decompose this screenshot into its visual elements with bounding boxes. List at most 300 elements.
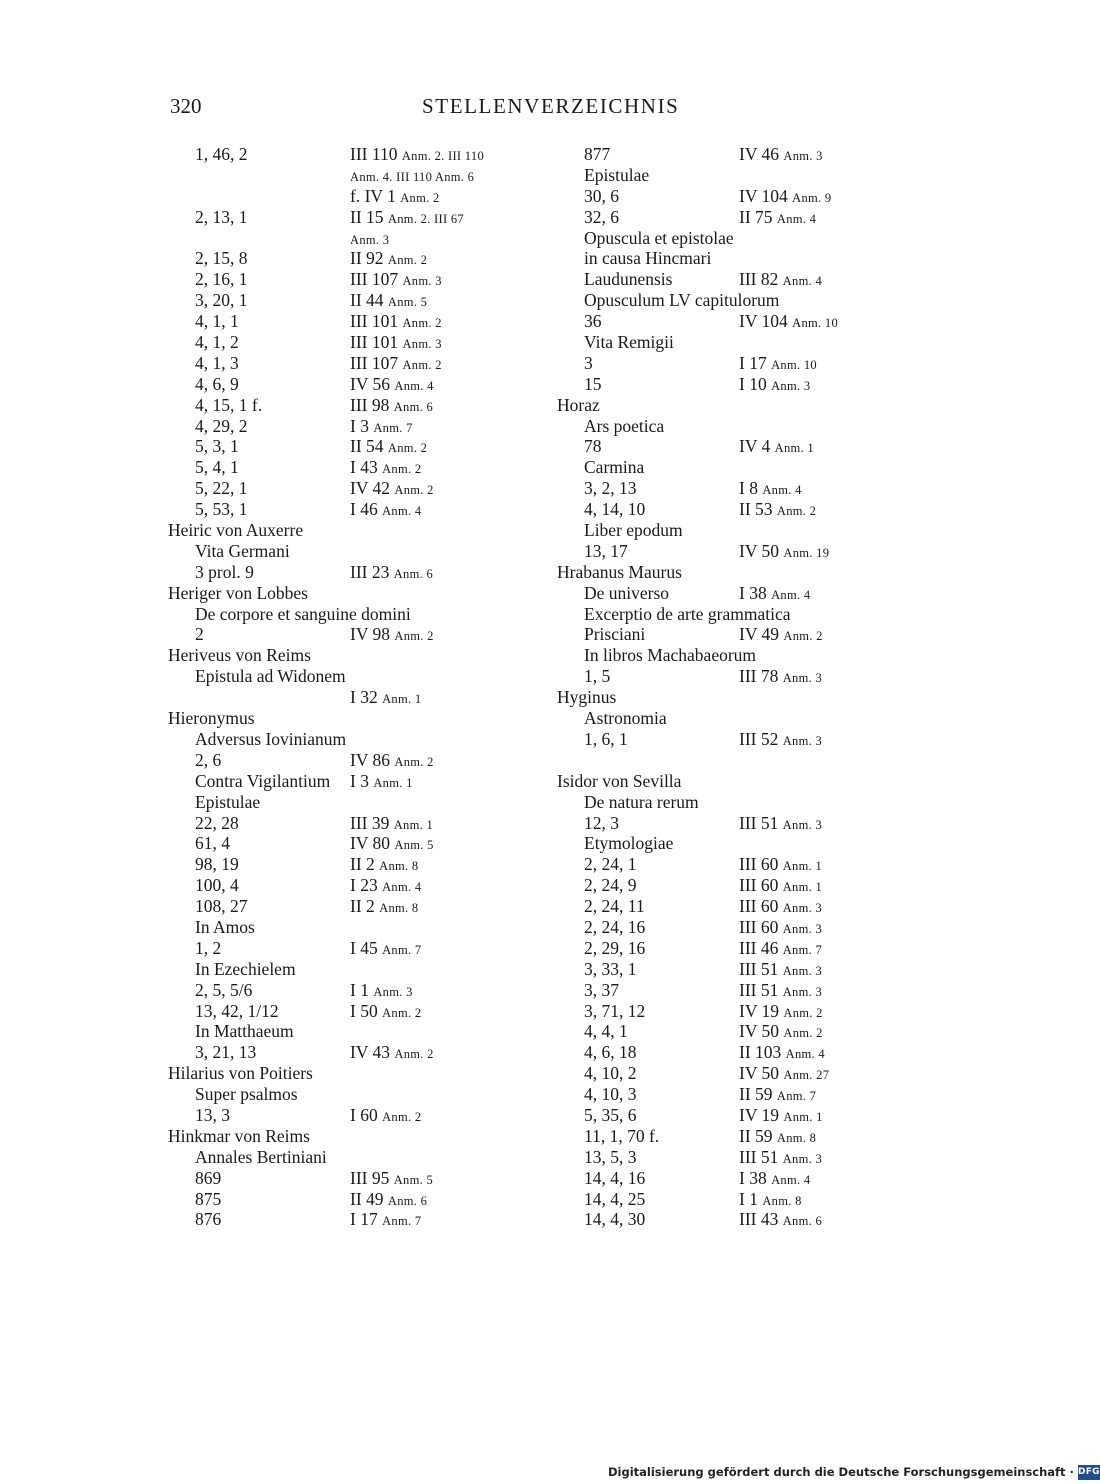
index-entry-line xyxy=(168,332,508,353)
reference-note: Anm. 4 xyxy=(771,587,811,602)
entry-reference xyxy=(350,1042,434,1065)
entry-locator: 2, 29, 16 xyxy=(584,937,646,958)
reference-note: Anm. 2 xyxy=(776,504,817,519)
index-entry-line xyxy=(168,1042,508,1063)
entry-locator: 4, 4, 1 xyxy=(584,1021,628,1042)
reference-volume-page: I 23 xyxy=(350,875,378,896)
reference-volume-page: I 17 xyxy=(350,1209,378,1230)
index-entry-line xyxy=(557,1126,897,1147)
entry-reference xyxy=(739,1063,829,1086)
entry-locator: 1, 46, 2 xyxy=(195,144,248,164)
reference-note: Anm. 2 xyxy=(783,629,823,644)
index-entry-heading xyxy=(168,520,508,541)
reference-volume-page: III 60 xyxy=(739,896,779,917)
index-column-left xyxy=(168,144,508,1230)
index-entry-line xyxy=(168,457,508,478)
index-entry-line xyxy=(168,1168,508,1189)
index-entry-line xyxy=(557,1189,897,1210)
index-entry-line xyxy=(557,374,897,395)
reference-volume-page: II 49 xyxy=(350,1188,384,1209)
reference-volume-page: I 38 xyxy=(739,1167,767,1188)
entry-locator: 3 xyxy=(584,352,593,373)
reference-note: Anm. 3 xyxy=(782,921,823,936)
entry-locator: Contra Vigilantium xyxy=(195,770,331,791)
index-entry-line xyxy=(557,332,897,353)
reference-note: Anm. 5 xyxy=(393,1172,434,1187)
reference-volume-page: IV 46 xyxy=(739,144,780,164)
running-head: STELLENVERZEICHNIS xyxy=(422,94,680,118)
reference-volume-page: II 44 xyxy=(350,290,384,311)
reference-note: Anm. 6 xyxy=(393,566,434,581)
reference-note: Anm. 19 xyxy=(783,545,830,560)
reference-note: Anm. 2 xyxy=(394,483,434,498)
entry-reference xyxy=(350,833,434,856)
index-entry-line xyxy=(557,311,897,332)
entry-locator: 876 xyxy=(195,1209,222,1230)
entry-locator: Etymologiae xyxy=(584,833,674,854)
entry-reference xyxy=(739,1105,823,1128)
entry-reference xyxy=(739,436,814,459)
reference-volume-page: IV 98 xyxy=(350,624,391,645)
reference-volume-page: II 92 xyxy=(350,248,384,269)
entry-reference xyxy=(350,1189,427,1212)
reference-note: Anm. 9 xyxy=(792,190,832,205)
index-entry-line xyxy=(168,562,508,583)
index-entry-line xyxy=(557,248,897,269)
entry-locator: 2, 24, 1 xyxy=(584,854,637,875)
entry-reference xyxy=(350,457,421,480)
reference-volume-page: III 23 xyxy=(350,561,390,582)
index-entry-line xyxy=(557,144,897,165)
reference-note: Anm. 7 xyxy=(382,1214,422,1229)
index-entry-heading xyxy=(168,1063,508,1084)
reference-volume-page: IV 50 xyxy=(739,1063,780,1084)
entry-reference xyxy=(350,687,421,710)
index-entry-heading xyxy=(168,708,508,729)
reference-volume-page: I 8 xyxy=(739,478,758,499)
entry-reference xyxy=(350,854,418,877)
index-entry-line xyxy=(557,854,897,875)
entry-reference xyxy=(739,499,816,522)
entry-locator: Heriger von Lobbes xyxy=(168,582,308,603)
entry-locator: 32, 6 xyxy=(584,206,619,227)
entry-reference xyxy=(739,1126,816,1149)
reference-note: Anm. 2. III 67 xyxy=(387,211,464,226)
index-entry-line xyxy=(557,165,897,186)
entry-locator: Liber epodum xyxy=(584,520,683,541)
index-entry-line xyxy=(557,875,897,896)
entry-reference xyxy=(350,332,442,355)
entry-reference xyxy=(739,1168,810,1191)
reference-note: Anm. 3 xyxy=(373,984,413,999)
index-entry-line xyxy=(168,416,508,437)
reference-volume-page: I 43 xyxy=(350,457,378,478)
index-entry-line xyxy=(168,290,508,311)
reference-note: Anm. 4 xyxy=(382,880,422,895)
entry-locator: 4, 29, 2 xyxy=(195,415,248,436)
entry-locator: Adversus Iovinianum xyxy=(195,728,347,749)
reference-volume-page: III 107 xyxy=(350,269,399,290)
index-entry-line xyxy=(168,186,508,207)
entry-locator: 3, 20, 1 xyxy=(195,290,248,311)
entry-reference xyxy=(350,813,433,836)
entry-locator: 1, 6, 1 xyxy=(584,728,628,749)
reference-volume-page: IV 4 xyxy=(739,436,771,457)
entry-reference xyxy=(350,1209,421,1232)
index-entry-line xyxy=(557,980,897,1001)
entry-reference xyxy=(739,1189,802,1212)
entry-reference xyxy=(350,750,434,773)
reference-volume-page: IV 80 xyxy=(350,833,391,854)
reference-volume-page: II 75 xyxy=(739,206,773,227)
entry-reference xyxy=(350,144,484,167)
reference-note: Anm. 2 xyxy=(382,1005,422,1020)
entry-locator: 36 xyxy=(584,311,602,332)
reference-note: Anm. 1 xyxy=(774,441,814,456)
reference-volume-page: I 60 xyxy=(350,1104,378,1125)
reference-note: Anm. 3 xyxy=(782,817,823,832)
entry-reference xyxy=(350,374,434,397)
entry-locator: Heiric von Auxerre xyxy=(168,520,304,541)
entry-locator: De universo xyxy=(584,582,670,603)
reference-volume-page: III 60 xyxy=(739,875,779,896)
entry-reference xyxy=(350,436,427,459)
digitization-credit xyxy=(608,1461,1100,1483)
credit-text: Digitalisierung gefördert durch die Deutsche Forschungsgemeinschaft · xyxy=(608,1465,1074,1479)
index-entry-line xyxy=(168,980,508,1001)
entry-reference xyxy=(350,353,442,376)
reference-note: Anm. 8 xyxy=(379,859,419,874)
entry-locator: 4, 1, 3 xyxy=(195,352,239,373)
index-entry-line xyxy=(168,1105,508,1126)
reference-note: Anm. 27 xyxy=(783,1068,830,1083)
reference-volume-page: III 51 xyxy=(739,812,779,833)
index-entry-line xyxy=(168,228,508,249)
index-entry-line xyxy=(557,624,897,645)
reference-note: Anm. 10 xyxy=(771,357,817,372)
entry-locator: 1, 2 xyxy=(195,937,222,958)
index-entry-line xyxy=(557,436,897,457)
reference-volume-page: IV 50 xyxy=(739,540,780,561)
reference-note: Anm. 1 xyxy=(783,1109,823,1124)
reference-volume-page: I 38 xyxy=(739,582,767,603)
reference-volume-page: IV 56 xyxy=(350,373,391,394)
entry-locator: 5, 53, 1 xyxy=(195,499,248,520)
index-entry-line xyxy=(168,854,508,875)
entry-locator: 2, 16, 1 xyxy=(195,269,248,290)
entry-reference xyxy=(739,269,822,292)
reference-note: Anm. 4 xyxy=(785,1047,825,1062)
entry-locator: Hinkmar von Reims xyxy=(168,1125,310,1146)
reference-volume-page: III 51 xyxy=(739,1146,779,1167)
entry-locator: 877 xyxy=(584,144,611,164)
entry-locator: 13, 17 xyxy=(584,540,628,561)
entry-reference xyxy=(350,875,421,898)
reference-volume-page: IV 104 xyxy=(739,311,788,332)
reference-note: Anm. 6 xyxy=(387,1193,428,1208)
entry-locator: De corpore et sanguine domini xyxy=(195,603,411,624)
reference-volume-page: III 101 xyxy=(350,332,399,353)
index-column-right xyxy=(557,144,897,1230)
entry-locator: In libros Machabaeorum xyxy=(584,645,757,666)
index-entry-line xyxy=(168,1001,508,1022)
index-entry-line xyxy=(557,1105,897,1126)
index-entry-line xyxy=(168,666,508,687)
reference-volume-page: IV 50 xyxy=(739,1021,780,1042)
entry-locator: Hilarius von Poitiers xyxy=(168,1063,313,1084)
index-entry-line xyxy=(557,1001,897,1022)
index-entry-line xyxy=(557,1063,897,1084)
entry-locator: 61, 4 xyxy=(195,833,230,854)
entry-locator: In Matthaeum xyxy=(195,1021,294,1042)
entry-locator: 869 xyxy=(195,1167,222,1188)
index-entry-heading xyxy=(557,687,897,708)
entry-reference xyxy=(350,624,434,647)
entry-locator: 4, 1, 2 xyxy=(195,332,239,353)
index-entry-line xyxy=(168,144,508,165)
reference-volume-page: II 53 xyxy=(739,499,773,520)
entry-locator: Isidor von Sevilla xyxy=(557,770,682,791)
entry-locator: Epistulae xyxy=(584,164,650,185)
entry-reference xyxy=(350,562,433,585)
index-entry-line xyxy=(168,833,508,854)
reference-volume-page: I 46 xyxy=(350,499,378,520)
reference-volume-page: II 54 xyxy=(350,436,384,457)
reference-note: Anm. 2 xyxy=(394,754,434,769)
index-entry-line xyxy=(557,1209,897,1230)
index-entry-line xyxy=(557,1084,897,1105)
entry-reference xyxy=(739,1021,823,1044)
entry-locator: 2, 24, 16 xyxy=(584,916,646,937)
entry-locator: Annales Bertiniani xyxy=(195,1146,327,1167)
entry-locator: 2, 5, 5/6 xyxy=(195,979,253,1000)
reference-note: Anm. 3 xyxy=(782,963,823,978)
reference-volume-page: I 32 xyxy=(350,687,378,708)
entry-locator: 2, 15, 8 xyxy=(195,248,248,269)
reference-note: Anm. 8 xyxy=(776,1130,817,1145)
index-entry-line xyxy=(557,1021,897,1042)
entry-locator: 4, 6, 18 xyxy=(584,1042,637,1063)
reference-note: Anm. 4 xyxy=(394,378,434,393)
entry-reference xyxy=(350,896,418,919)
reference-note: Anm. 3 xyxy=(782,901,823,916)
reference-volume-page: III 39 xyxy=(350,812,390,833)
entry-locator: 4, 1, 1 xyxy=(195,311,239,332)
entry-locator: 22, 28 xyxy=(195,812,239,833)
index-entry-line xyxy=(557,750,897,771)
reference-note: Anm. 1 xyxy=(382,692,422,707)
reference-note: Anm. 1 xyxy=(393,817,434,832)
reference-note: Anm. 3 xyxy=(402,337,442,352)
entry-locator: 2, 24, 11 xyxy=(584,896,645,917)
entry-reference xyxy=(739,938,822,961)
entry-reference xyxy=(739,583,810,606)
reference-note: Anm. 5 xyxy=(394,838,434,853)
entry-locator: 15 xyxy=(584,373,602,394)
index-entry-heading xyxy=(168,645,508,666)
index-entry-heading xyxy=(557,771,897,792)
entry-locator: Vita Germani xyxy=(195,540,290,561)
index-entry-line xyxy=(557,938,897,959)
entry-locator: 100, 4 xyxy=(195,875,239,896)
entry-locator: Hieronymus xyxy=(168,708,255,729)
reference-volume-page: II 59 xyxy=(739,1084,773,1105)
entry-locator: Super psalmos xyxy=(195,1084,298,1105)
index-entry-line xyxy=(168,1189,508,1210)
entry-locator: 4, 14, 10 xyxy=(584,499,646,520)
entry-locator: 4, 10, 3 xyxy=(584,1084,637,1105)
reference-volume-page: I 10 xyxy=(739,373,767,394)
index-entry-heading xyxy=(557,562,897,583)
index-entry-line xyxy=(168,875,508,896)
index-entry-line xyxy=(168,1147,508,1168)
entry-reference xyxy=(739,1084,816,1107)
entry-reference xyxy=(739,311,838,334)
reference-note: Anm. 8 xyxy=(762,1193,802,1208)
reference-note: Anm. 4 xyxy=(776,211,817,226)
reference-volume-page: I 50 xyxy=(350,1000,378,1021)
entry-locator: 11, 1, 70 f. xyxy=(584,1125,660,1146)
entry-reference xyxy=(739,353,817,376)
entry-reference xyxy=(739,144,823,167)
reference-note: Anm. 2 xyxy=(387,253,428,268)
index-entry-line xyxy=(557,541,897,562)
index-entry-line xyxy=(168,917,508,938)
reference-note: Anm. 2 xyxy=(382,462,422,477)
entry-locator: 14, 4, 16 xyxy=(584,1167,646,1188)
entry-locator: Epistula ad Widonem xyxy=(195,666,346,687)
entry-reference xyxy=(350,499,421,522)
index-entry-line xyxy=(557,792,897,813)
entry-locator: 5, 22, 1 xyxy=(195,478,248,499)
entry-reference xyxy=(350,980,413,1003)
entry-reference xyxy=(739,980,822,1003)
dfg-logo: DFG xyxy=(1078,1465,1100,1480)
index-entry-line xyxy=(168,374,508,395)
entry-reference xyxy=(739,959,822,982)
entry-reference xyxy=(350,938,421,961)
index-entry-line xyxy=(557,604,897,625)
index-entry-line xyxy=(168,311,508,332)
entry-locator: 14, 4, 30 xyxy=(584,1209,646,1230)
entry-locator: 3, 2, 13 xyxy=(584,478,637,499)
index-entry-line xyxy=(168,207,508,228)
reference-volume-page: I 1 xyxy=(350,979,369,1000)
entry-reference xyxy=(350,1105,421,1128)
entry-reference xyxy=(350,478,434,501)
reference-volume-page: III 78 xyxy=(739,666,779,687)
entry-reference xyxy=(739,666,822,689)
index-entry-line xyxy=(557,917,897,938)
reference-note: Anm. 2 xyxy=(382,1109,422,1124)
index-entry-line xyxy=(168,792,508,813)
index-entry-line xyxy=(557,833,897,854)
entry-reference xyxy=(350,228,389,251)
reference-volume-page: I 3 xyxy=(350,770,369,791)
entry-reference xyxy=(739,624,823,647)
index-entry-line xyxy=(557,1168,897,1189)
entry-locator: 13, 5, 3 xyxy=(584,1146,637,1167)
entry-reference xyxy=(739,186,831,209)
entry-locator: 5, 35, 6 xyxy=(584,1104,637,1125)
reference-volume-page: I 1 xyxy=(739,1188,758,1209)
entry-reference xyxy=(350,165,474,188)
entry-reference xyxy=(739,1001,823,1024)
reference-note: Anm. 3 xyxy=(782,984,823,999)
reference-volume-page: III 51 xyxy=(739,958,779,979)
reference-volume-page: III 43 xyxy=(739,1209,779,1230)
index-entry-line xyxy=(168,750,508,771)
reference-note: Anm. 6 xyxy=(393,399,434,414)
entry-locator: Ars poetica xyxy=(584,415,665,436)
reference-volume-page: II 59 xyxy=(739,1125,773,1146)
index-entry-line xyxy=(557,666,897,687)
entry-locator: Astronomia xyxy=(584,708,667,729)
entry-locator: Heriveus von Reims xyxy=(168,645,311,666)
entry-reference xyxy=(739,1147,822,1170)
entry-locator: Horaz xyxy=(557,394,600,415)
entry-locator: 13, 42, 1/12 xyxy=(195,1000,279,1021)
entry-locator: Prisciani xyxy=(584,624,646,645)
index-entry-line xyxy=(557,583,897,604)
reference-volume-page: IV 49 xyxy=(739,624,780,645)
entry-locator: 98, 19 xyxy=(195,854,239,875)
entry-reference xyxy=(350,269,442,292)
entry-locator: 3, 37 xyxy=(584,979,619,1000)
entry-reference xyxy=(739,207,816,230)
reference-note: Anm. 3 xyxy=(783,149,823,163)
index-entry-line xyxy=(168,499,508,520)
entry-locator: 3, 33, 1 xyxy=(584,958,637,979)
reference-note: Anm. 5 xyxy=(387,295,428,310)
index-entry-heading xyxy=(168,583,508,604)
index-entry-line xyxy=(557,228,897,249)
entry-reference xyxy=(350,1168,433,1191)
entry-locator: 3, 71, 12 xyxy=(584,1000,646,1021)
index-entry-line xyxy=(168,624,508,645)
reference-note: Anm. 3 xyxy=(782,1151,823,1166)
entry-locator: 4, 15, 1 f. xyxy=(195,394,263,415)
entry-locator: 3 prol. 9 xyxy=(195,561,254,582)
entry-reference xyxy=(350,311,442,334)
entry-reference xyxy=(739,729,822,752)
index-entry-line xyxy=(168,896,508,917)
reference-note: Anm. 2 xyxy=(402,357,442,372)
reference-note: Anm. 2 xyxy=(394,1047,434,1062)
index-entry-line xyxy=(168,269,508,290)
index-entry-line xyxy=(557,207,897,228)
index-entry-heading xyxy=(557,395,897,416)
reference-note: Anm. 7 xyxy=(373,420,413,435)
reference-volume-page: f. IV 1 xyxy=(350,185,396,206)
index-entry-line xyxy=(168,1021,508,1042)
reference-note: Anm. 1 xyxy=(373,775,413,790)
index-entry-line xyxy=(557,645,897,666)
reference-note: Anm. 4 xyxy=(782,274,823,289)
index-entry-line xyxy=(168,729,508,750)
entry-locator: 4, 6, 9 xyxy=(195,373,239,394)
index-entry-line xyxy=(168,959,508,980)
reference-note: Anm. 2 xyxy=(402,316,442,331)
reference-volume-page: III 51 xyxy=(739,979,779,1000)
reference-volume-page: III 95 xyxy=(350,1167,390,1188)
reference-note: Anm. 3 xyxy=(782,733,823,748)
entry-locator: Hrabanus Maurus xyxy=(557,561,682,582)
index-entry-line xyxy=(557,416,897,437)
entry-locator: Hyginus xyxy=(557,687,617,708)
reference-note: Anm. 10 xyxy=(792,316,839,331)
entry-locator: 2 xyxy=(195,624,204,645)
